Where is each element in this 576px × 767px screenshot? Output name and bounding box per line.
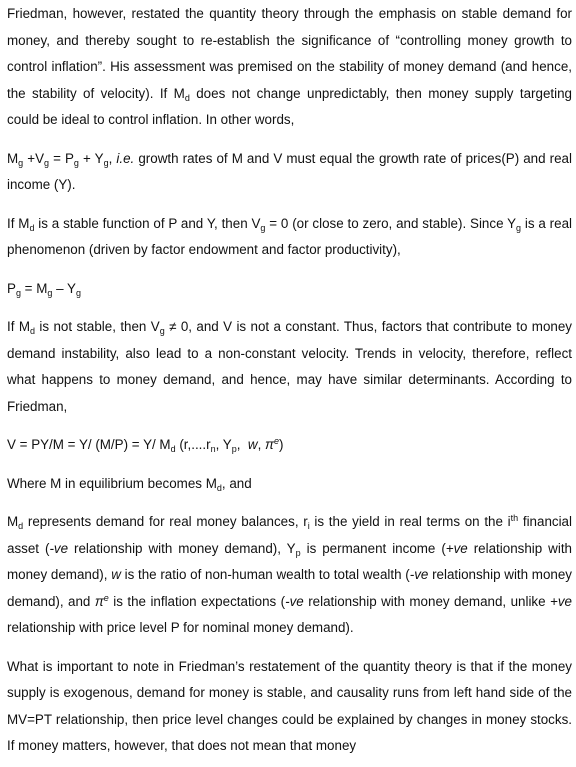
paragraph-unstable-md: If $M_d$ is not stable, then $V_g \ne 0$, and V is not a constant. Thus, factors that contribute to money demand instability, also lead to a non-constant velocity. Trends in velocity, therefore, reflect what happens to money demand, and hence, may have similar determinants. According to Friedman, [7,319,572,414]
paragraph-friedman-restatement: Friedman, however, restated the quantity theory through the emphasis on stable demand for money, and thereby sought to re-establish the significance of “controlling money growth to control inflation”. His assessment was premised on the stability of money demand (and hence, the stability of velocity). If $M_d$ does not change unpredictably, then money supply targeting could be ideal to control inflation. In other words, [7,6,573,127]
equation-price-growth: $P_g = M_g - Y_g$ [7,280,81,298]
equation-growth-rates: $M_g +V_g = P_g + Y_g$, i.e. growth rates of M and V must equal the growth rate of prices(P) and real income (Y). [7,150,572,192]
paragraph-variable-definitions: $M_d$ represents demand for real money balances, $r_i$ is the yield in real terms on the $i^{th}$ financial asset (-ve relationship with money demand), $Y_p$ is permanent income (+ve relationship with money demand), w is the ratio of non-human wealth to total wealth (-ve relationship with money demand), and $\pi^e$ is the inflation expectations (-ve relationship with money demand, unlike +ve relationship with price level P for nominal money demand). [7,513,573,635]
paragraph-equilibrium: Where M in equilibrium becomes $M_d$, and [7,475,252,493]
paragraph-stable-md: If $M_d$ is a stable function of P and Y, then $V_g = 0$ (or close to zero, and stable). Since $Y_g$ is a real phenomenon (driven by factor endowment and factor productivity), [7,215,573,257]
equation-velocity: V = PY/M = Y/ (M/P) = Y/ $M_d$ ($r,....r_n$, $Y_p$, w, $\pi^e$) [7,436,284,454]
paragraph-quantity-theory-note: What is important to note in Friedman’s restatement of the quantity theory is that if the money supply is exogenous, demand for money is stable, and causality runs from left hand side of the MV=PT relationship, then price level changes could be explained by changes in money stocks. If money matters, however, that does not mean that money [7,658,572,753]
